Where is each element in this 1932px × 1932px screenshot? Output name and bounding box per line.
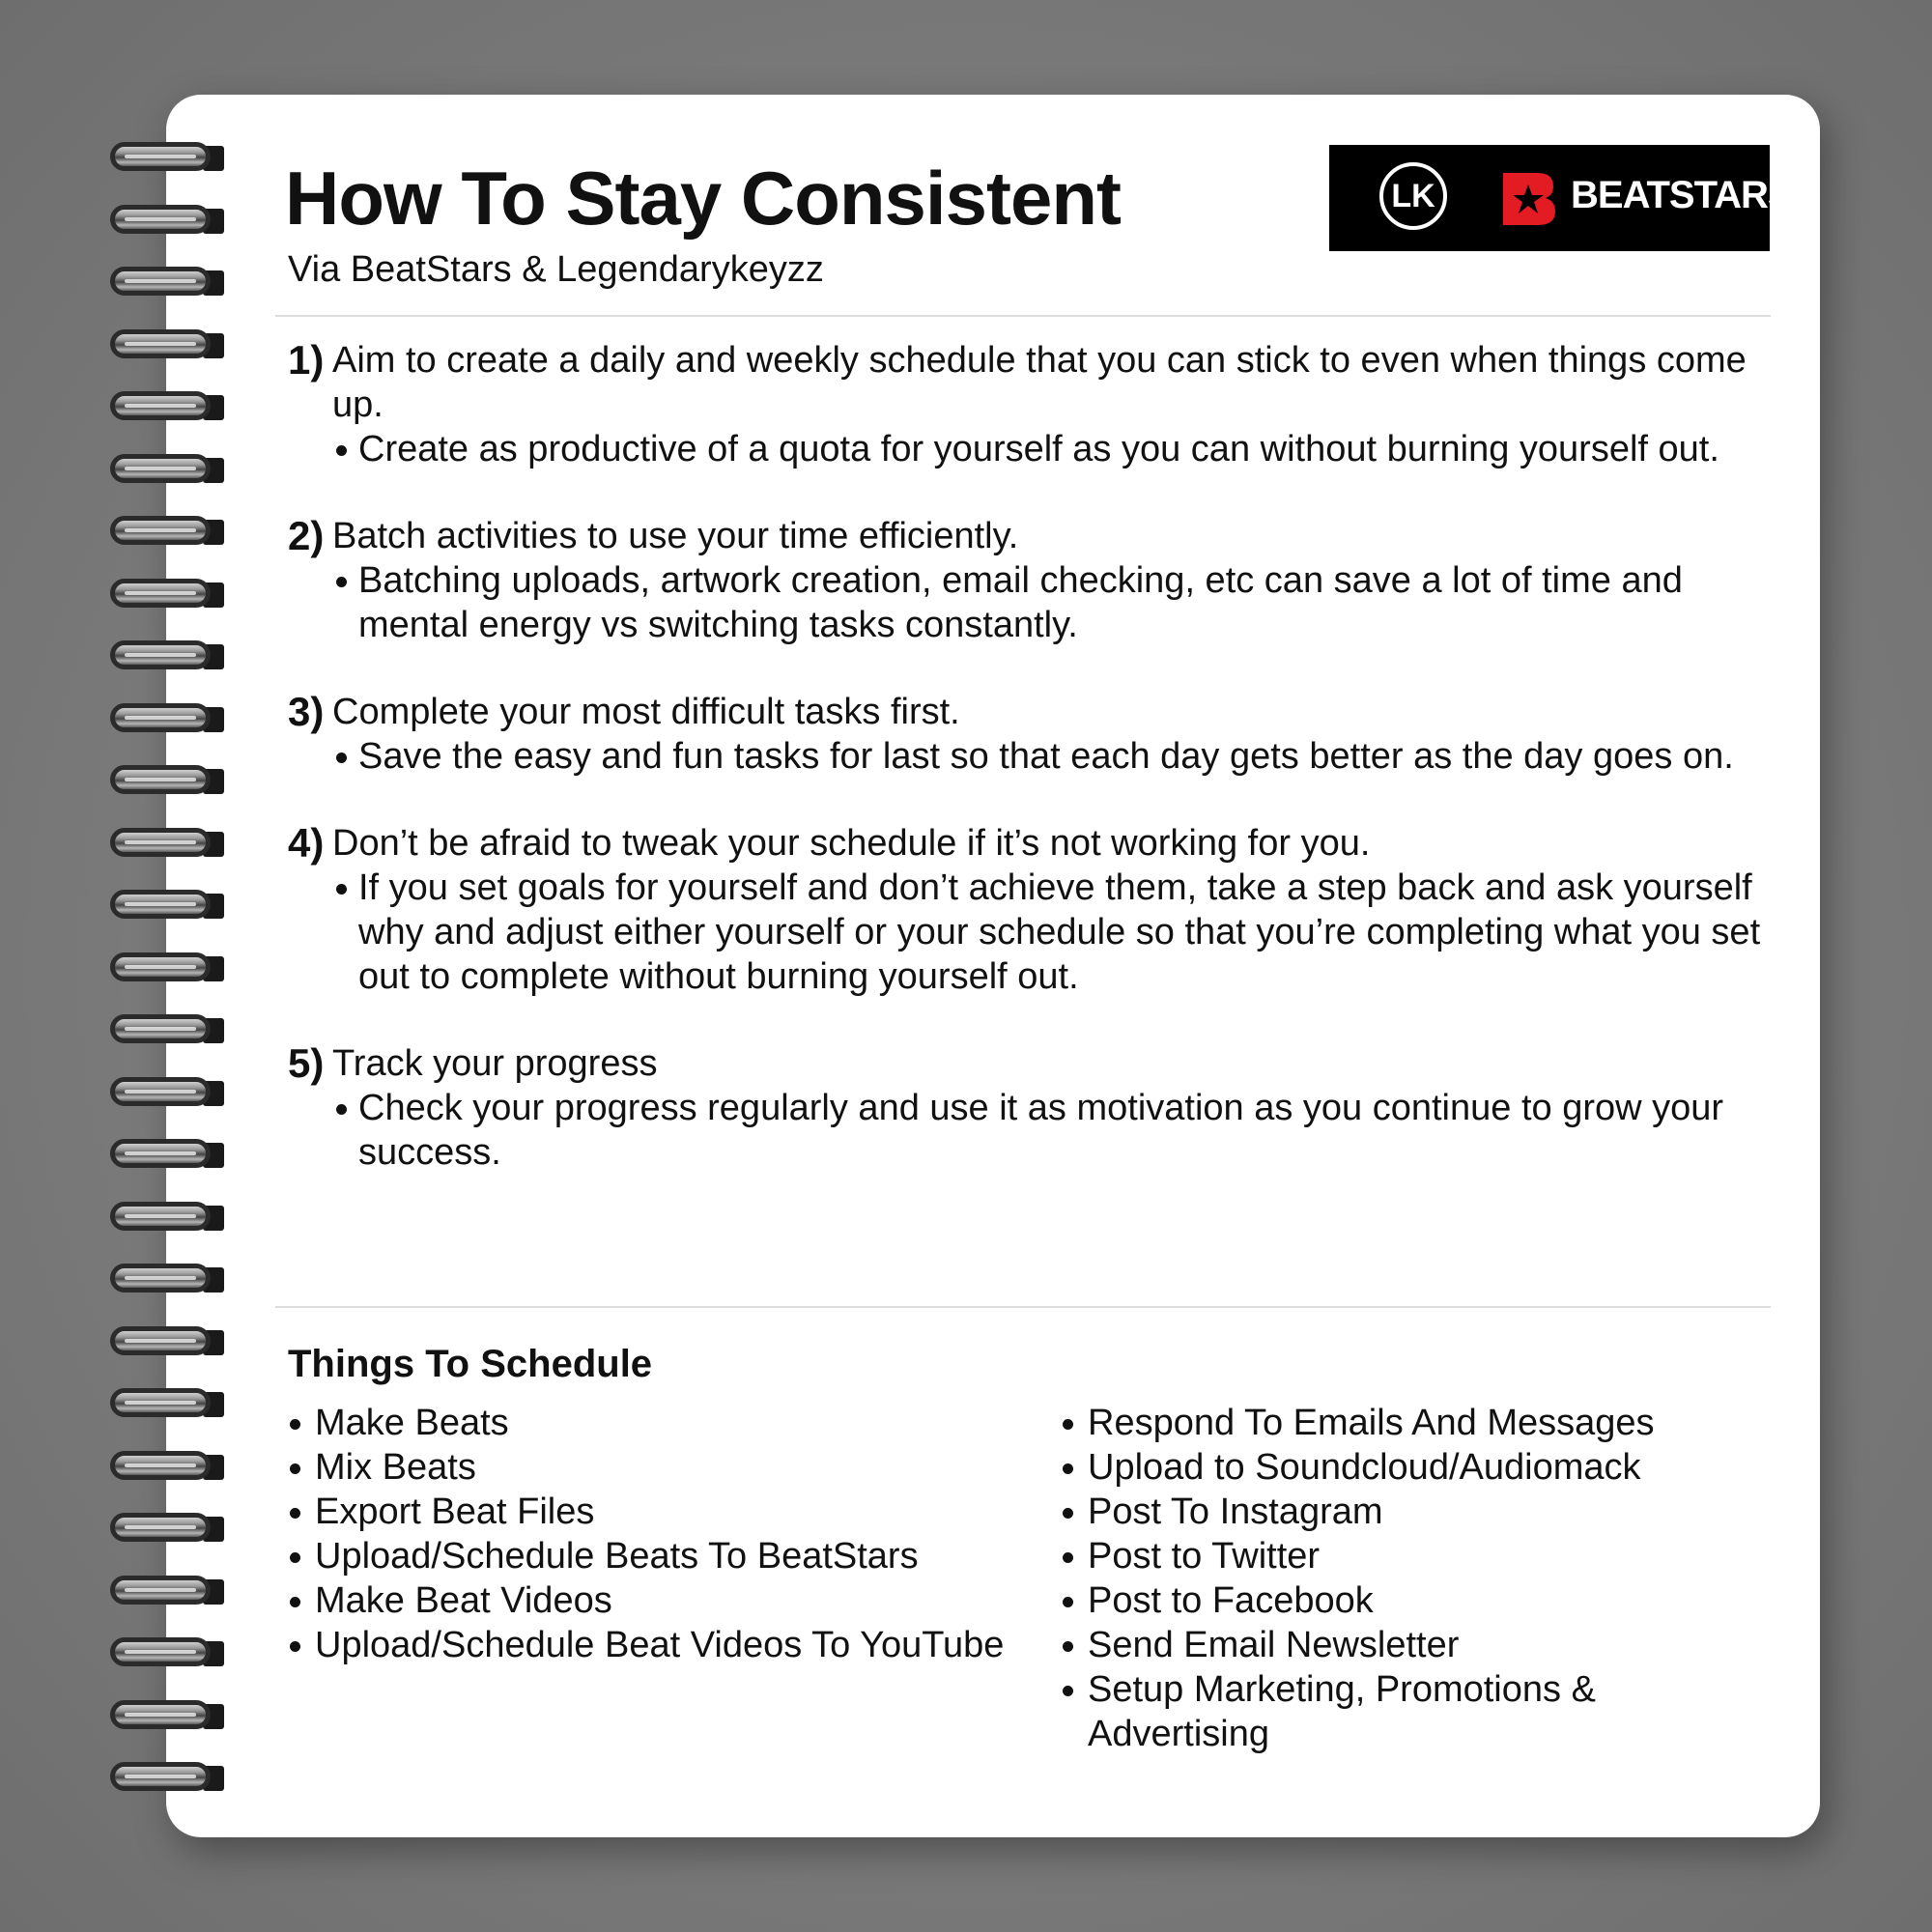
- schedule-item: Upload/Schedule Beats To BeatStars: [288, 1534, 1022, 1578]
- binding-ring: [110, 140, 224, 175]
- binding-ring: [110, 1200, 224, 1235]
- tip-main: [288, 690, 1776, 734]
- binding-ring: [110, 265, 224, 299]
- binding-ring: [110, 951, 224, 985]
- spiral-binding: [110, 140, 226, 1802]
- schedule-item: Setup Marketing, Promotions & Advertising: [1061, 1667, 1756, 1756]
- schedule-item: Post to Facebook: [1061, 1578, 1756, 1623]
- tip-number: 5): [288, 1040, 325, 1086]
- schedule-list-left: [288, 1401, 1022, 1667]
- beatstars-logo-text: BEATSTARS: [1571, 174, 1793, 216]
- schedule-item: Upload/Schedule Beat Videos To YouTube: [288, 1623, 1022, 1667]
- binding-ring: [110, 1635, 224, 1670]
- schedule-item: Post To Instagram: [1061, 1490, 1756, 1534]
- binding-ring: [110, 1324, 224, 1359]
- tip-number: 4): [288, 820, 325, 866]
- tip-item: [288, 338, 1776, 471]
- binding-ring: [110, 514, 224, 549]
- binding-ring: [110, 203, 224, 238]
- lk-logo: LK: [1379, 162, 1447, 230]
- binding-ring: [110, 1698, 224, 1733]
- schedule-item: Send Email Newsletter: [1061, 1623, 1756, 1667]
- tip-item: [288, 821, 1776, 999]
- binding-ring: [110, 327, 224, 362]
- binding-ring: [110, 826, 224, 861]
- tip-item: [288, 1041, 1776, 1175]
- binding-ring: [110, 1760, 224, 1795]
- tip-main: [288, 514, 1776, 558]
- schedule-item: Make Beats: [288, 1401, 1022, 1445]
- schedule-item: Upload to Soundcloud/Audiomack: [1061, 1445, 1756, 1490]
- header-divider: [275, 315, 1771, 317]
- schedule-item: Post to Twitter: [1061, 1534, 1756, 1578]
- binding-ring: [110, 763, 224, 798]
- schedule-item: Export Beat Files: [288, 1490, 1022, 1534]
- logo-banner: [1329, 145, 1793, 251]
- tip-text: Complete your most difficult tasks first.: [332, 692, 960, 732]
- schedule-item: Make Beat Videos: [288, 1578, 1022, 1623]
- tip-subpoint: Create as productive of a quota for yourself as you can without burning yourself out.: [288, 427, 1776, 471]
- tip-subpoint: If you set goals for yourself and don’t achieve them, take a step back and ask yourself why and adjust either yourself or your schedule so that you’re completing what you set out to complete without burning yourself out.: [288, 866, 1776, 999]
- tip-text: Don’t be afraid to tweak your schedule if it’s not working for you.: [332, 823, 1371, 864]
- page-subtitle: Via BeatStars & Legendarykeyzz: [288, 249, 824, 290]
- tip-number: 2): [288, 513, 325, 558]
- tip-subpoint: Save the easy and fun tasks for last so that each day gets better as the day goes on.: [288, 734, 1776, 779]
- tip-main: [288, 821, 1776, 866]
- tip-number: 1): [288, 337, 325, 383]
- schedule-item: Mix Beats: [288, 1445, 1022, 1490]
- binding-ring: [110, 1012, 224, 1047]
- binding-ring: [110, 389, 224, 424]
- tip-item: [288, 514, 1776, 647]
- schedule-list-right: [1061, 1401, 1756, 1756]
- binding-ring: [110, 701, 224, 736]
- schedule-heading: Things To Schedule: [288, 1343, 653, 1385]
- binding-ring: [110, 1075, 224, 1110]
- tip-main: [288, 338, 1776, 427]
- tip-subpoint: Check your progress regularly and use it as motivation as you continue to grow your success.: [288, 1086, 1776, 1175]
- tip-subpoint: Batching uploads, artwork creation, email checking, etc can save a lot of time and mental energy vs switching tasks constantly.: [288, 558, 1776, 647]
- tip-text: Track your progress: [332, 1043, 658, 1084]
- binding-ring: [110, 452, 224, 487]
- tip-item: [288, 690, 1776, 779]
- binding-ring: [110, 888, 224, 923]
- binding-ring: [110, 639, 224, 673]
- binding-ring: [110, 1386, 224, 1421]
- binding-ring: [110, 577, 224, 611]
- binding-ring: [110, 1449, 224, 1484]
- binding-ring: [110, 1262, 224, 1296]
- section-divider: [275, 1306, 1771, 1308]
- tip-main: [288, 1041, 1776, 1086]
- binding-ring: [110, 1574, 224, 1608]
- tips-list: [288, 338, 1776, 1217]
- schedule-item: Respond To Emails And Messages: [1061, 1401, 1756, 1445]
- beatstars-logo-icon: [1499, 169, 1557, 227]
- tip-text: Batch activities to use your time efficiently.: [332, 516, 1019, 556]
- tip-number: 3): [288, 689, 325, 734]
- binding-ring: [110, 1137, 224, 1172]
- page-title: How To Stay Consistent: [285, 156, 1121, 241]
- tip-text: Aim to create a daily and weekly schedule that you can stick to even when things come up.: [332, 340, 1747, 425]
- binding-ring: [110, 1511, 224, 1546]
